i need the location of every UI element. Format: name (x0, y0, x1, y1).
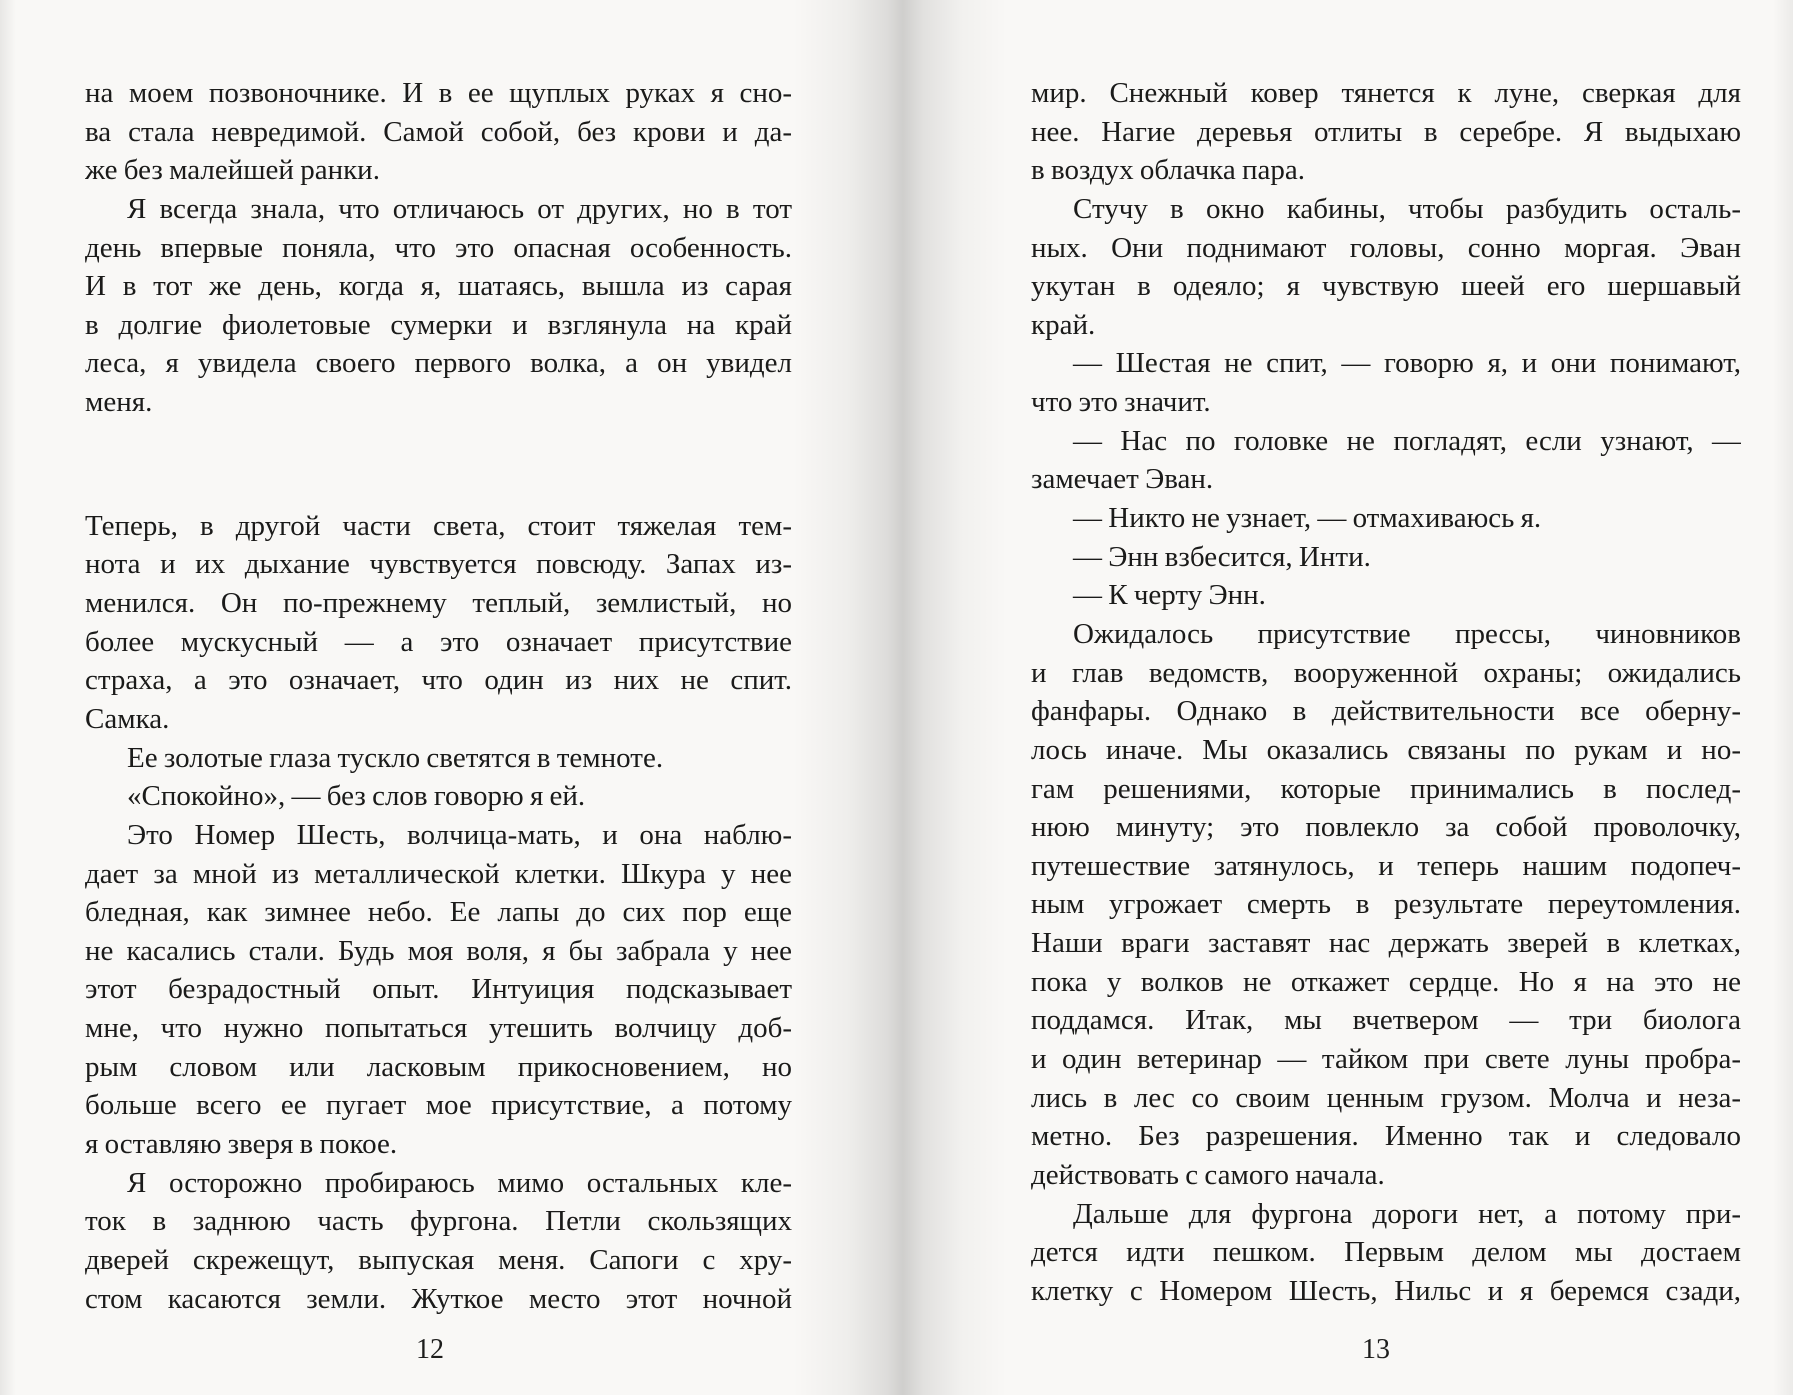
text-line: действовать с самого начала. (1031, 1158, 1385, 1191)
text-line: ток в заднюю часть фургона. Петли скользящих (85, 1205, 792, 1238)
text-line: фанфары. Однако в действительности все оберну- (1031, 695, 1741, 728)
section-break (85, 422, 792, 507)
text-line: что это значит. (1031, 386, 1211, 419)
text-line: же без малейшей ранки. (85, 154, 380, 187)
text-line: более мускусный — а это означает присутствие (85, 625, 792, 658)
text-line: гам решениями, которые принимались в послед- (1031, 772, 1741, 805)
right-page-text-column (1031, 74, 1741, 1311)
text-line: не касались стали. Будь моя воля, я бы забрала у нее (85, 934, 792, 967)
text-line: И в тот же день, когда я, шатаясь, вышла из сарая (85, 270, 792, 303)
text-line: Я всегда знала, что отличаюсь от других, но в тот (127, 192, 792, 225)
text-line: больше всего ее пугает мое присутствие, а потому (85, 1089, 792, 1122)
text-line: — К черту Энн. (1073, 579, 1266, 612)
text-line: мне, что нужно попытаться утешить волчицу доб- (85, 1012, 792, 1045)
text-line: Дальше для фургона дороги нет, а потому при- (1073, 1197, 1741, 1230)
text-line: пока у волков не откажет сердце. Но я на это не (1031, 965, 1741, 998)
left-page-text-column (85, 74, 792, 1318)
text-line: Ожидалось присутствие прессы, чиновников (1073, 617, 1741, 650)
text-line: ным угрожает смерть в результате переутомления. (1031, 888, 1741, 921)
text-line: мир. Снежный ковер тянется к луне, сверкая для (1031, 77, 1741, 109)
text-line: замечает Эван. (1031, 463, 1214, 496)
text-line: меня. (85, 386, 153, 419)
text-line: лись в лес со своим ценным грузом. Молча и неза- (1031, 1081, 1741, 1114)
text-line: рым словом или ласковым прикосновением, но (85, 1050, 792, 1083)
text-line: ных. Они поднимают головы, сонно моргая. Эван (1031, 231, 1741, 264)
text-line: я оставляю зверя в покое. (85, 1128, 398, 1161)
text-line: и один ветеринар — тайком при свете луны пробра- (1031, 1043, 1741, 1076)
text-line: леса, я увидела своего первого волка, а он увидел (85, 347, 792, 380)
text-line: нюю минуту; это повлекло за собой проволочку, (1031, 811, 1741, 844)
text-line: — Нас по головке не погладят, если узнают, — (1073, 424, 1741, 457)
text-line: день впервые поняла, что это опасная особенность. (85, 231, 792, 264)
text-line: Это Номер Шесть, волчица-мать, и она наблю- (127, 818, 792, 851)
text-line: страха, а это означает, что один из них не спит. (85, 664, 792, 697)
text-line: Наши враги заставят нас держать зверей в клетках, (1031, 927, 1741, 960)
text-line: бледная, как зимнее небо. Ее лапы до сих пор еще (85, 896, 792, 929)
text-line: ва стала невредимой. Самой собой, без крови и да- (85, 115, 792, 148)
text-line: — Никто не узнает, — отмахиваюсь я. (1073, 502, 1542, 535)
text-line: Стучу в окно кабины, чтобы разбудить осталь- (1073, 192, 1741, 225)
text-line: Я осторожно пробираюсь мимо остальных кле- (127, 1166, 792, 1199)
text-line: менился. Он по-прежнему теплый, землистый, но (85, 587, 792, 620)
text-line: этот безрадостный опыт. Интуиция подсказывает (85, 973, 792, 1006)
text-line: в воздух облачка пара. (1031, 154, 1305, 187)
text-line: путешествие затянулось, и теперь нашим подопеч- (1031, 849, 1741, 882)
text-line: Ее золотые глаза тускло светятся в темноте. (127, 741, 664, 774)
text-line: стом касаются земли. Жуткое место этот ночной (85, 1282, 792, 1315)
text-line: в долгие фиолетовые сумерки и взглянула на край (85, 308, 792, 341)
text-line: край. (1031, 308, 1096, 341)
text-line: метно. Без разрешения. Именно так и следовало (1031, 1120, 1741, 1153)
text-line: дется идти пешком. Первым делом мы достаем (1031, 1236, 1741, 1269)
text-line: Теперь, в другой части света, стоит тяжелая тем- (85, 509, 792, 542)
text-line: укутан в одеяло; я чувствую шеей его шершавый (1031, 270, 1741, 303)
text-line: «Спокойно», — без слов говорю я ей. (127, 780, 586, 813)
left-page-number: 12 (416, 1334, 444, 1365)
text-line: и глав ведомств, вооруженной охраны; ожидались (1031, 656, 1741, 689)
text-line: нее. Нагие деревья отлиты в серебре. Я выдыхаю (1031, 115, 1741, 148)
text-line: на моем позвоночнике. И в ее щуплых руках я сно- (85, 77, 792, 109)
text-line: — Шестая не спит, — говорю я, и они понимают, (1073, 347, 1741, 380)
right-page-number: 13 (1362, 1334, 1390, 1365)
text-line: лось иначе. Мы оказались связаны по рукам и но- (1031, 733, 1741, 766)
text-line: Самка. (85, 702, 170, 735)
text-line: нота и их дыхание чувствуется повсюду. Запах из- (85, 548, 792, 581)
text-line: дверей скрежещут, выпуская меня. Сапоги с хру- (85, 1243, 792, 1276)
text-line: поддамся. Итак, мы вчетвером — три биолога (1031, 1004, 1741, 1037)
text-line: клетку с Номером Шесть, Нильс и я беремся сзади, (1031, 1274, 1741, 1307)
text-line: — Энн взбесится, Инти. (1073, 540, 1371, 573)
text-line: дает за мной из металлической клетки. Шкура у нее (85, 857, 792, 890)
